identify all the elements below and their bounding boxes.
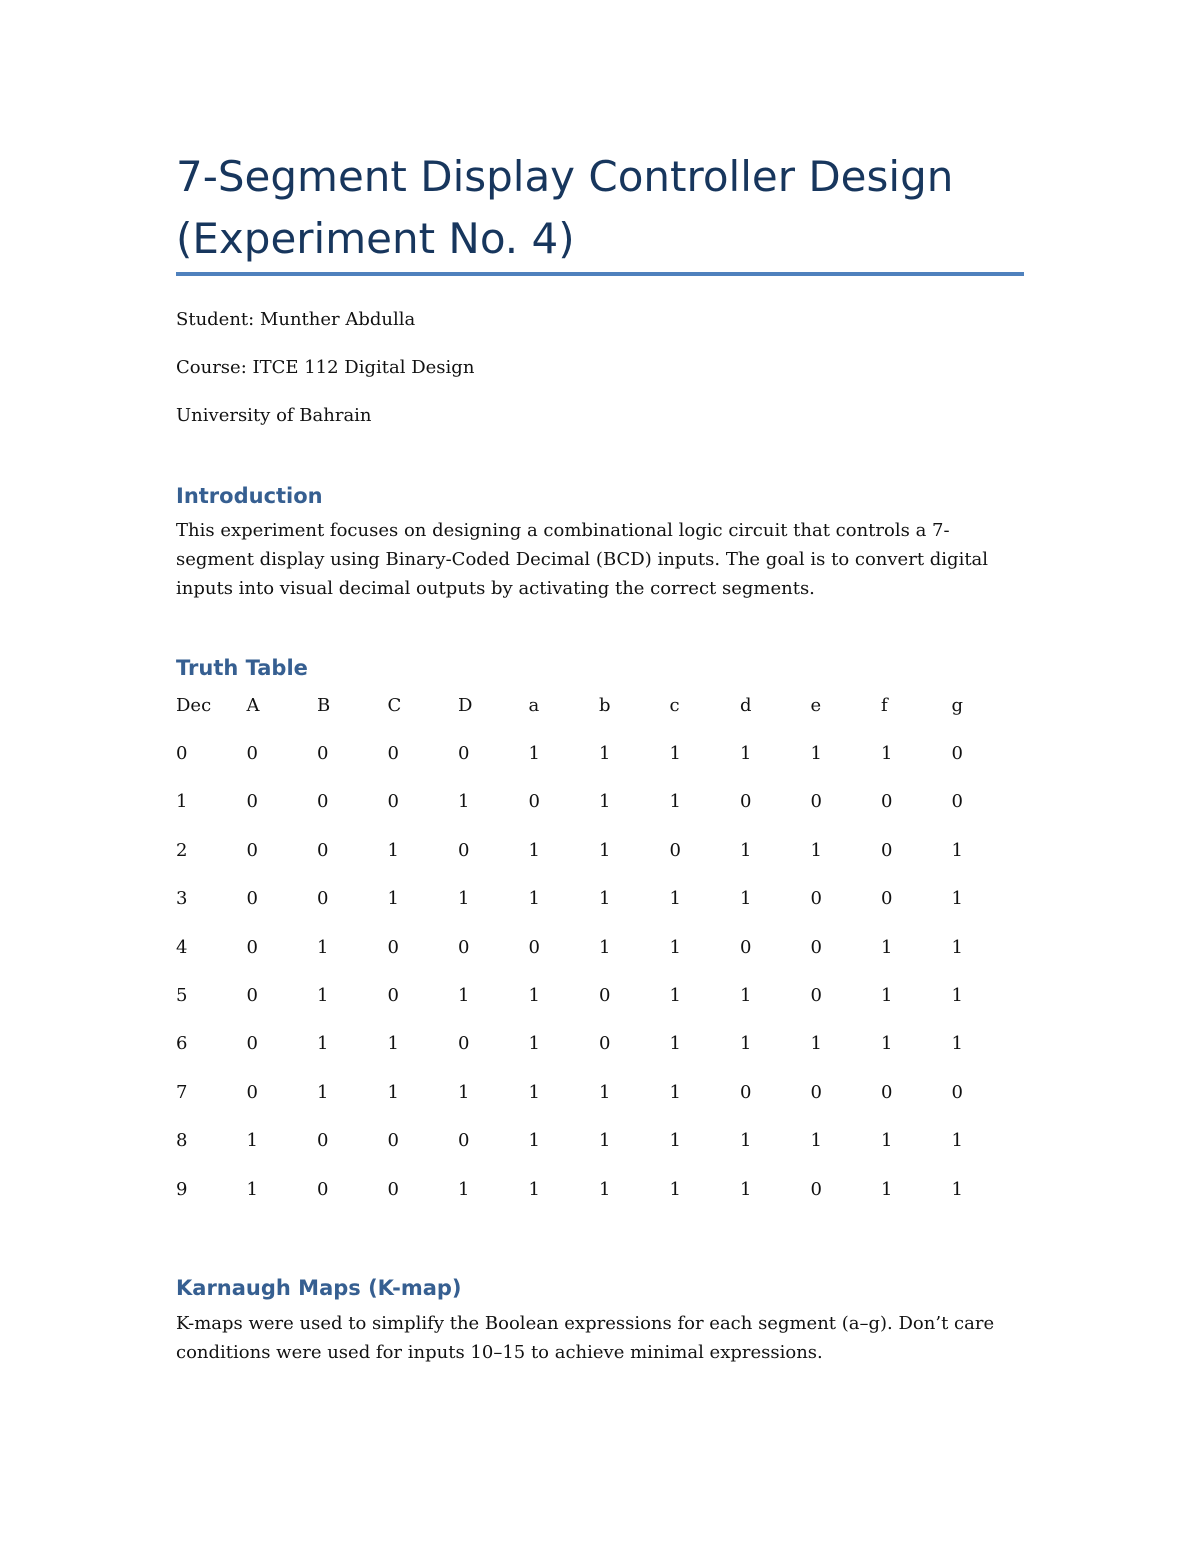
table-cell: 1	[387, 1033, 399, 1055]
table-row	[176, 971, 1022, 1019]
table-cell: 0	[387, 936, 399, 958]
table-cell: 1	[810, 839, 822, 861]
table-cell: 1	[740, 743, 752, 765]
column-header-g: g	[951, 694, 964, 716]
table-row	[176, 1165, 1022, 1213]
table-cell: 2	[176, 839, 188, 861]
column-header-A: A	[246, 694, 260, 716]
table-cell: 1	[881, 1178, 893, 1200]
table-cell: 1	[881, 1130, 893, 1152]
table-cell: 1	[740, 1130, 752, 1152]
table-cell: 9	[176, 1178, 188, 1200]
table-cell: 1	[458, 1178, 470, 1200]
table-cell: 1	[669, 791, 681, 813]
table-cell: 0	[387, 791, 399, 813]
table-cell: 1	[951, 839, 963, 861]
table-cell: 0	[458, 839, 470, 861]
truth-table-body	[176, 729, 1022, 1213]
table-cell: 1	[881, 743, 893, 765]
table-cell: 0	[246, 1033, 258, 1055]
table-cell: 1	[740, 1033, 752, 1055]
table-cell: 1	[669, 1178, 681, 1200]
table-cell: 1	[881, 1033, 893, 1055]
table-cell: 0	[881, 791, 893, 813]
table-cell: 1	[599, 888, 611, 910]
table-cell: 4	[176, 936, 188, 958]
truth-table	[176, 681, 1022, 1213]
table-cell: 6	[176, 1033, 188, 1055]
table-cell: 0	[317, 1130, 329, 1152]
table-cell: 0	[387, 985, 399, 1007]
table-cell: 1	[317, 936, 329, 958]
table-row	[176, 1020, 1022, 1068]
table-cell: 0	[317, 839, 329, 861]
table-cell: 1	[528, 1081, 540, 1103]
table-row	[176, 729, 1022, 777]
table-cell: 1	[528, 743, 540, 765]
column-header-f: f	[881, 694, 888, 716]
table-cell: 0	[951, 791, 963, 813]
table-cell: 1	[528, 888, 540, 910]
kmap-paragraph: K-maps were used to simplify the Boolean expressions for each segment (a–g). Don’t care conditions were used for inputs 10–15 to achieve minimal expressions.	[176, 1313, 995, 1363]
table-row	[176, 875, 1022, 923]
table-cell: 1	[881, 985, 893, 1007]
table-cell: 1	[528, 1033, 540, 1055]
table-cell: 1	[951, 985, 963, 1007]
table-cell: 3	[176, 888, 188, 910]
table-cell: 0	[810, 1081, 822, 1103]
table-cell: 1	[740, 985, 752, 1007]
table-cell: 1	[599, 743, 611, 765]
table-cell: 1	[951, 1130, 963, 1152]
kmap-heading: Karnaugh Maps (K-map)	[176, 1276, 462, 1300]
table-cell: 0	[810, 936, 822, 958]
table-cell: 0	[951, 743, 963, 765]
column-header-a: a	[528, 694, 540, 716]
introduction-paragraph: This experiment focuses on designing a combinational logic circuit that controls a 7-segment display using Binary-Coded Decimal (BCD) inputs. The goal is to convert digital inputs into visual decimal outputs by activating the correct segments.	[176, 520, 989, 599]
column-header-B: B	[317, 694, 331, 716]
table-cell: 1	[669, 1081, 681, 1103]
table-cell: 1	[528, 1130, 540, 1152]
column-header-b: b	[599, 694, 611, 716]
table-cell: 1	[246, 1130, 258, 1152]
table-cell: 0	[810, 1178, 822, 1200]
column-header-dec: Dec	[176, 694, 212, 716]
table-cell: 0	[599, 985, 611, 1007]
table-cell: 0	[599, 1033, 611, 1055]
table-cell: 1	[317, 1081, 329, 1103]
table-cell: 1	[740, 839, 752, 861]
table-cell: 1	[599, 791, 611, 813]
truth-table-header-row	[176, 681, 1022, 729]
student-line: Student: Munther Abdulla	[176, 309, 416, 330]
table-cell: 0	[317, 888, 329, 910]
table-cell: 0	[881, 1081, 893, 1103]
table-cell: 1	[810, 1130, 822, 1152]
table-cell: 0	[246, 743, 258, 765]
column-header-c: c	[669, 694, 680, 716]
introduction-heading: Introduction	[176, 484, 323, 508]
table-cell: 0	[317, 743, 329, 765]
table-cell: 0	[317, 791, 329, 813]
table-cell: 0	[740, 791, 752, 813]
table-row	[176, 826, 1022, 874]
table-cell: 1	[669, 936, 681, 958]
table-cell: 1	[317, 985, 329, 1007]
table-cell: 0	[246, 936, 258, 958]
table-cell: 0	[740, 936, 752, 958]
title-underline	[176, 272, 1024, 276]
table-cell: 0	[246, 985, 258, 1007]
table-cell: 7	[176, 1081, 188, 1103]
table-cell: 1	[599, 839, 611, 861]
table-cell: 1	[599, 1081, 611, 1103]
document-title	[176, 146, 1026, 270]
table-cell: 1	[387, 1081, 399, 1103]
table-cell: 1	[458, 985, 470, 1007]
column-header-D: D	[458, 694, 473, 716]
table-cell: 1	[387, 888, 399, 910]
table-cell: 0	[881, 839, 893, 861]
table-cell: 1	[669, 1033, 681, 1055]
table-cell: 1	[740, 888, 752, 910]
table-cell: 0	[810, 985, 822, 1007]
university-line: University of Bahrain	[176, 405, 372, 426]
column-header-e: e	[810, 694, 822, 716]
table-cell: 1	[951, 1178, 963, 1200]
table-cell: 1	[740, 1178, 752, 1200]
table-row	[176, 778, 1022, 826]
table-cell: 0	[246, 888, 258, 910]
table-cell: 1	[599, 936, 611, 958]
truth-table-heading: Truth Table	[176, 656, 308, 680]
table-cell: 1	[669, 985, 681, 1007]
table-cell: 0	[458, 1130, 470, 1152]
table-cell: 1	[458, 791, 470, 813]
table-cell: 0	[387, 1178, 399, 1200]
table-cell: 0	[528, 791, 540, 813]
table-row	[176, 1068, 1022, 1116]
table-cell: 1	[458, 888, 470, 910]
table-cell: 1	[951, 936, 963, 958]
table-cell: 0	[387, 743, 399, 765]
table-cell: 0	[246, 839, 258, 861]
table-cell: 0	[458, 936, 470, 958]
column-header-d: d	[740, 694, 752, 716]
table-cell: 0	[458, 1033, 470, 1055]
table-row	[176, 923, 1022, 971]
title-line-2: (Experiment No. 4)	[176, 214, 575, 263]
table-cell: 1	[669, 888, 681, 910]
table-cell: 0	[810, 888, 822, 910]
table-cell: 1	[599, 1130, 611, 1152]
table-cell: 1	[387, 839, 399, 861]
table-cell: 1	[951, 888, 963, 910]
table-cell: 1	[528, 839, 540, 861]
table-cell: 5	[176, 985, 188, 1007]
table-cell: 0	[951, 1081, 963, 1103]
table-cell: 1	[669, 743, 681, 765]
table-cell: 1	[458, 1081, 470, 1103]
table-cell: 0	[669, 839, 681, 861]
table-cell: 1	[246, 1178, 258, 1200]
table-cell: 0	[317, 1178, 329, 1200]
table-cell: 0	[810, 791, 822, 813]
table-cell: 0	[528, 936, 540, 958]
table-cell: 1	[951, 1033, 963, 1055]
table-row	[176, 1117, 1022, 1165]
course-line: Course: ITCE 112 Digital Design	[176, 357, 475, 378]
table-cell: 1	[317, 1033, 329, 1055]
column-header-C: C	[387, 694, 402, 716]
table-cell: 1	[810, 743, 822, 765]
table-cell: 8	[176, 1130, 188, 1152]
table-cell: 1	[669, 1130, 681, 1152]
table-cell: 1	[881, 936, 893, 958]
table-cell: 1	[810, 1033, 822, 1055]
table-cell: 1	[599, 1178, 611, 1200]
table-cell: 0	[246, 1081, 258, 1103]
table-cell: 0	[458, 743, 470, 765]
table-cell: 1	[528, 985, 540, 1007]
table-cell: 0	[246, 791, 258, 813]
table-cell: 0	[881, 888, 893, 910]
table-cell: 1	[176, 791, 188, 813]
table-cell: 0	[740, 1081, 752, 1103]
table-cell: 1	[528, 1178, 540, 1200]
title-line-1: 7-Segment Display Controller Design	[176, 152, 954, 201]
table-cell: 0	[387, 1130, 399, 1152]
table-cell: 0	[176, 743, 188, 765]
